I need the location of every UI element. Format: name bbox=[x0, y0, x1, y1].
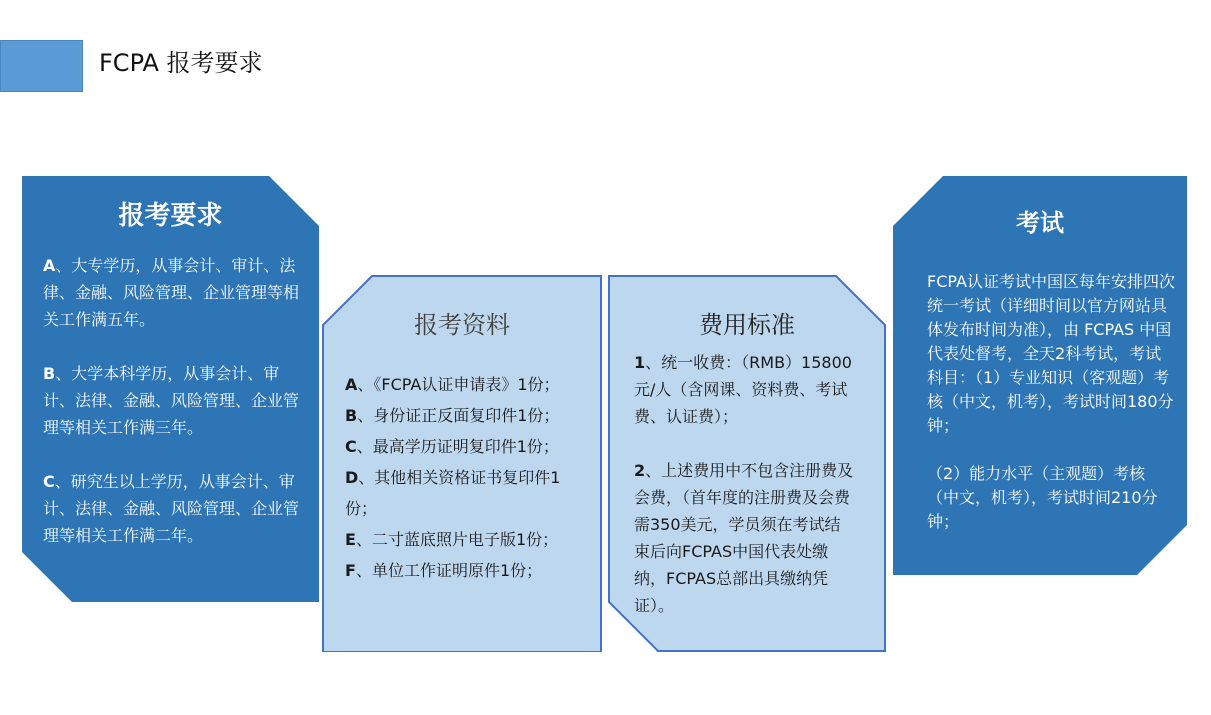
requirements-title: 报考要求 bbox=[118, 201, 223, 231]
fees-card bbox=[608, 275, 886, 652]
page-title: FCPA 报考要求 bbox=[99, 49, 263, 77]
materials-card bbox=[322, 275, 602, 652]
material-item-b: B、身份证正反面复印件1份； bbox=[345, 406, 560, 425]
exam-paragraph-1: FCPA认证考试中国区每年安排四次统一考试（详细时间以官方网站具体发布时间为准），由 FCPAS 中国代表处督考，全天2科考试，考试科目：（1）专业知识（客观题）考核（中文，机考），考试时间180分钟； bbox=[927, 272, 1175, 435]
materials-title: 报考资料 bbox=[414, 311, 510, 339]
requirement-item-b: B、大学本科学历，从事会计、审计、法律、金融、风险管理、企业管理等相关工作满三年。 bbox=[43, 364, 300, 437]
fee-item-2: 2、上述费用中不包含注册费及会费，（首年度的注册费及会费需350美元，学员须在考试结束后向FCPAS中国代表处缴纳，FCPAS总部出具缴纳凭证）。 bbox=[634, 461, 854, 615]
material-item-d: D、其他相关资格证书复印件1份； bbox=[345, 468, 561, 518]
material-item-a: A、《FCPA认证申请表》1份； bbox=[345, 375, 560, 394]
material-item-e: E、二寸蓝底照片电子版1份； bbox=[345, 530, 559, 549]
fees-list bbox=[634, 349, 856, 619]
exam-title: 考试 bbox=[1016, 209, 1064, 237]
fees-title: 费用标准 bbox=[699, 311, 795, 339]
header-accent-bar bbox=[0, 40, 83, 92]
exam-text bbox=[927, 270, 1175, 534]
requirements-list bbox=[43, 252, 299, 549]
material-item-c: C、最高学历证明复印件1份； bbox=[345, 437, 559, 456]
material-item-f: F、单位工作证明原件1份； bbox=[345, 561, 543, 580]
requirement-item-a: A、大专学历，从事会计、审计、法律、金融、风险管理、企业管理等相关工作满五年。 bbox=[43, 256, 300, 329]
fee-item-1: 1、统一收费：（RMB）15800元/人（含网课、资料费、考试费、认证费）； bbox=[634, 353, 852, 426]
exam-paragraph-2: （2）能力水平（主观题）考核（中文，机考），考试时间210分钟； bbox=[927, 464, 1158, 531]
materials-list bbox=[345, 369, 581, 586]
exam-card bbox=[893, 176, 1187, 575]
requirement-item-c: C、研究生以上学历，从事会计、审计、法律、金融、风险管理、企业管理等相关工作满二年。 bbox=[43, 472, 300, 545]
requirements-card bbox=[22, 176, 319, 602]
